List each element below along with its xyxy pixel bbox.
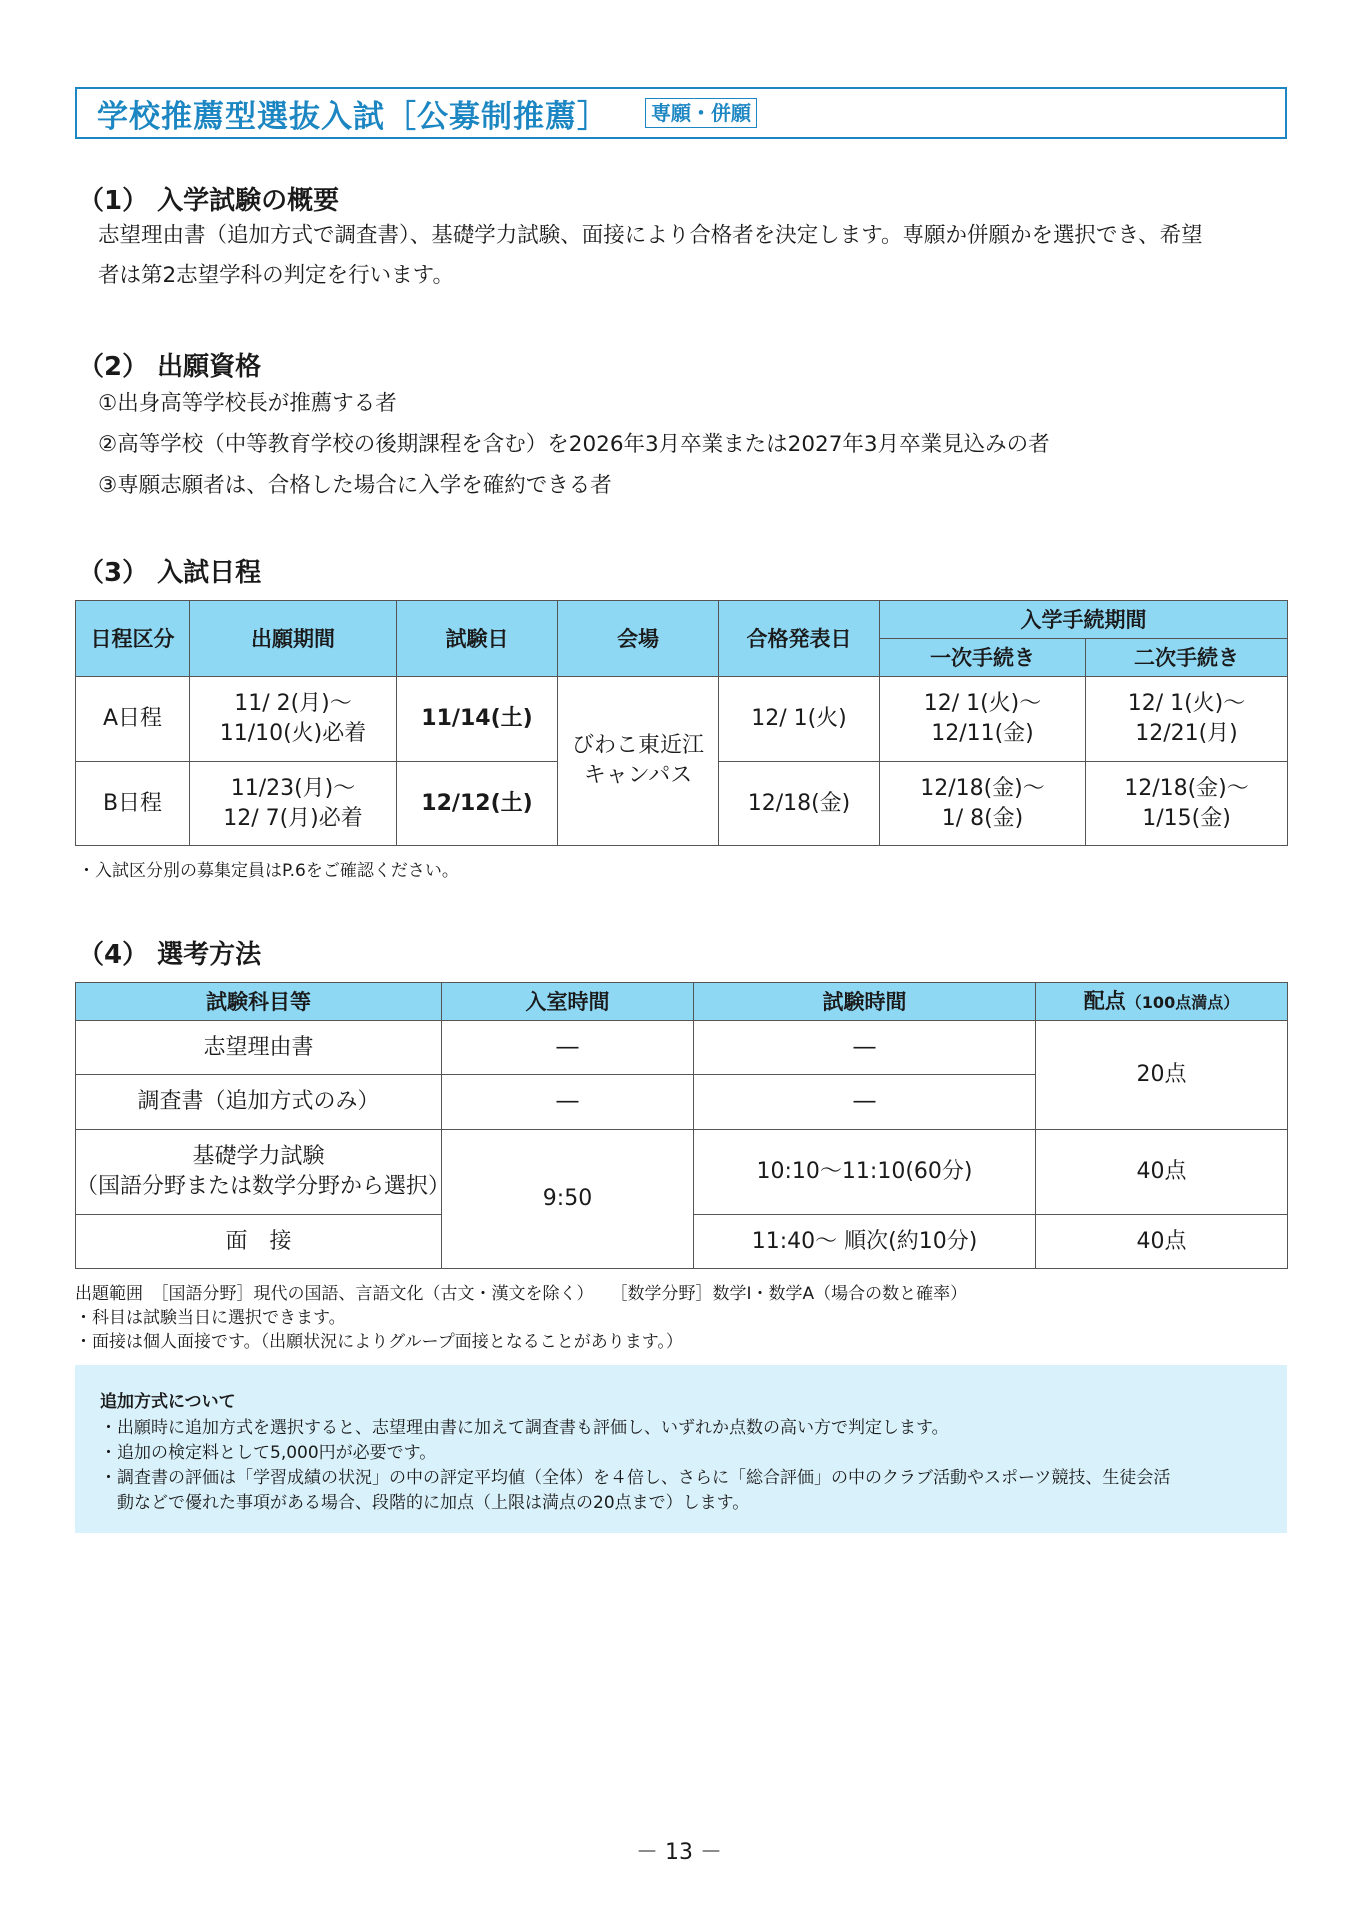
row-b-ichiji-start: 12/18(金)～ [920,775,1045,801]
additional-method-line: 動などで優れた事項がある場合、段階的に加点（上限は満点の20点まで）します。 [100,1493,750,1513]
section-heading-selection: （4） 選考方法 [78,940,262,970]
row-1-jikan: ― [694,1021,1036,1075]
row-4-haiten: 40点 [1036,1215,1288,1269]
row-b-kikan-end: 12/ 7(月)必着 [223,805,363,831]
row-1-kamoku: 志望理由書 [76,1021,442,1075]
schedule-note: ・入試区分別の募集定員はP.6をご確認ください。 [78,861,459,881]
table-row [76,1021,1288,1075]
additional-method-line: ・出願時に追加方式を選択すると、志望理由書に加えて調査書も評価し、いずれか点数の高い方で判定します。 [100,1418,949,1438]
header-niji: 二次手続き [1086,639,1288,677]
section-heading-overview: （1） 入学試験の概要 [78,186,340,216]
row-a-ichiji-end: 12/11(金) [931,721,1034,746]
row-a-kubun: A日程 [76,677,190,762]
row-b-niji-start: 12/18(金)～ [1124,775,1249,801]
venue-line-1: びわこ東近江 [571,733,704,758]
selection-note: ・科目は試験当日に選択できます。 [75,1308,346,1328]
section-heading-eligibility: （2） 出願資格 [78,352,262,382]
row-2-jikan: ― [694,1075,1036,1130]
haiten-20: 20点 [1036,1021,1288,1130]
row-3-kamoku-line-2: （国語分野または数学分野から選択） [76,1174,451,1199]
header-kamoku: 試験科目等 [76,983,442,1021]
section-title-box [75,87,1287,139]
row-a-kikan [190,677,397,762]
overview-text [98,216,1293,296]
table-row [76,677,1288,762]
row-a-ichiji-start: 12/ 1(火)～ [923,691,1042,716]
row-3-haiten: 40点 [1036,1130,1288,1215]
row-b-niji-end: 1/15(金) [1142,805,1231,831]
selection-note: 出題範囲 ［国語分野］現代の国語、言語文化（古文・漢文を除く） ［数学分野］数学Ⅰ・数学A（場合の数と確率） [75,1284,968,1304]
row-b-kikan-start: 11/23(月)～ [230,775,356,801]
row-a-niji [1086,677,1288,762]
row-a-shikenbi: 11/14(土) [397,677,558,762]
eligibility-item: ②高等学校（中等教育学校の後期課程を含む）を2026年3月卒業または2027年3月卒業見込みの者 [98,432,1050,457]
header-nyushitsu: 入室時間 [442,983,694,1021]
row-b-kikan [190,762,397,846]
page-title: 学校推薦型選抜入試［公募制推薦］ [97,98,609,135]
row-3-kamoku-line-1: 基礎学力試験 [192,1144,325,1169]
header-haiten-label: 配点 [1083,988,1126,1013]
header-shikenbi: 試験日 [397,601,558,677]
row-b-happyo: 12/18(金) [719,762,880,846]
overview-line-1: 志望理由書（追加方式で調査書）、基礎学力試験、面接により合格者を決定します。専願か併願かを選択でき、希望 [98,223,1203,248]
header-kaijo: 会場 [558,601,719,677]
selection-note: ・面接は個人面接です。（出願状況によりグループ面接となることがあります。） [75,1332,683,1352]
row-b-ichiji [880,762,1086,846]
row-a-kikan-end: 11/10(火)必着 [219,721,367,746]
eligibility-item: ③専願志願者は、合格した場合に入学を確約できる者 [98,473,612,498]
row-2-kamoku: 調査書（追加方式のみ） [76,1075,442,1130]
page-number: － 13 － [636,1840,722,1865]
row-a-ichiji [880,677,1086,762]
row-2-nyushitsu: ― [442,1075,694,1130]
header-happyo: 合格発表日 [719,601,880,677]
overview-line-2: 者は第2志望学科の判定を行います。 [98,263,454,288]
header-kubun: 日程区分 [76,601,190,677]
row-a-happyo: 12/ 1(火) [719,677,880,762]
header-haiten-sub: （100点満点） [1125,992,1240,1012]
header-ichiji: 一次手続き [880,639,1086,677]
eligibility-item: ①出身高等学校長が推薦する者 [98,391,397,416]
header-jikan: 試験時間 [694,983,1036,1021]
application-type-tag: 専願・併願 [645,98,757,128]
nyushitsu-950: 9:50 [442,1130,694,1269]
header-kikan: 出願期間 [190,601,397,677]
row-b-kubun: B日程 [76,762,190,846]
row-a-niji-start: 12/ 1(火)～ [1127,691,1246,716]
row-a-niji-end: 12/21(月) [1135,721,1238,746]
row-4-jikan: 11:40～ 順次(約10分) [694,1215,1036,1269]
additional-method-box [75,1365,1287,1533]
section-heading-schedule: （3） 入試日程 [78,558,262,588]
schedule-table [75,600,1288,846]
additional-method-title: 追加方式について [100,1392,236,1412]
row-b-ichiji-end: 1/ 8(金) [941,805,1024,831]
row-b-niji [1086,762,1288,846]
venue-cell [558,677,719,846]
row-a-kikan-start: 11/ 2(月)～ [234,691,352,716]
row-b-shikenbi: 12/12(土) [397,762,558,846]
venue-line-2: キャンパス [583,763,693,788]
additional-method-line: ・追加の検定料として5,000円が必要です。 [100,1443,437,1463]
table-row [76,1130,1288,1215]
header-haiten [1036,983,1288,1021]
row-4-kamoku: 面 接 [76,1215,442,1269]
selection-table [75,982,1288,1269]
header-tetsuzuki: 入学手続期間 [880,601,1288,639]
row-3-jikan: 10:10～11:10(60分) [694,1130,1036,1215]
row-1-nyushitsu: ― [442,1021,694,1075]
additional-method-line: ・調査書の評価は「学習成績の状況」の中の評定平均値（全体）を４倍し、さらに「総合評価」の中のクラブ活動やスポーツ競技、生徒会活 [100,1468,1171,1488]
row-3-kamoku [76,1130,451,1215]
